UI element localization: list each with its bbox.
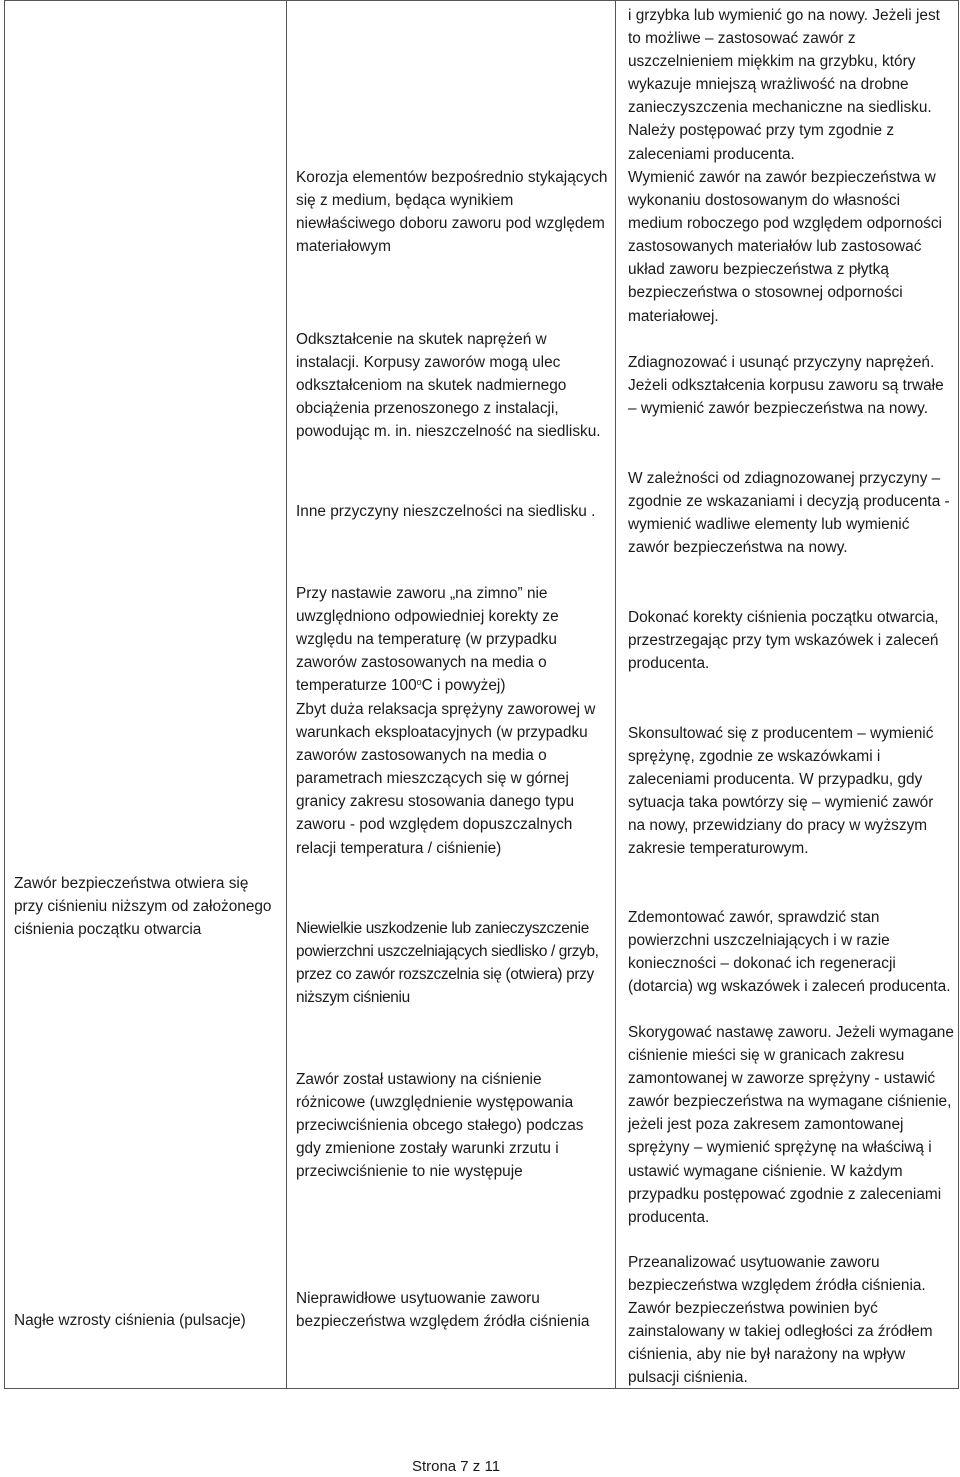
cause-text: Nieprawidłowe usytuowanie zaworu bezpieczeństwa względem źródła ciśnienia	[296, 1290, 590, 1331]
cause-column	[287, 1, 616, 1389]
remedy-column	[616, 1, 959, 1389]
cause-text: Inne przyczyny nieszczelności na siedlisku .	[296, 503, 596, 520]
cause-text: Odkształcenie na skutek naprężeń w instalacji. Korpusy zaworów mogą ulec odkształceniom na skutek nadmiernego obciążenia przenoszonego z instalacji, powodując m. in. nieszczelność na siedlisku.	[296, 331, 601, 441]
remedy-text: W zależności od zdiagnozowanej przyczyny – zgodnie ze wskazaniami i decyzją producenta - wymienić wadliwe elementy lub wymienić zawór bezpieczeństwa na nowy.	[628, 470, 950, 557]
remedy-text: Skonsultować się z producentem – wymienić sprężynę, zgodnie ze wskazówkami i zaleceniami producenta. W przypadku, gdy sytuacja taka powtórzy się – wymienić zawór na nowy, przewidziany do pracy w wyższym zakresie temperaturowym.	[628, 725, 934, 858]
cause-text: Korozja elementów bezpośrednio stykających się z medium, będąca wynikiem niewłaściwego doboru zaworu pod względem materiałowym	[296, 169, 608, 256]
remedy-text: Zdemontować zawór, sprawdzić stan powierzchni uszczelniających i w razie konieczności – dokonać ich regeneracji (dotarcia) wg wskazówek i zaleceń producenta.	[628, 909, 951, 996]
remedy-text: Przeanalizować usytuowanie zaworu bezpieczeństwa względem źródła ciśnienia. Zawór bezpieczeństwa powinien być zainstalowany w takiej odległości za źródłem ciśnienia, aby nie był narażony na wpływ pulsacji ciśnienia.	[628, 1254, 933, 1387]
cause-text: Zawór został ustawiony na ciśnienie różnicowe (uwzględnienie występowania przeciwciśnienia obcego stałego) podczas gdy zmienione zostały warunki zrzutu i przeciwciśnienie to nie występuje	[296, 1071, 584, 1181]
remedy-text: Skorygować nastawę zaworu. Jeżeli wymagane ciśnienie mieści się w granicach zakresu zamontowanej w zaworze sprężyny - ustawić zawór bezpieczeństwa na wymagane ciśnienie, jeżeli jest poza zakresem zamontowanej sprężyny – wymienić sprężynę na właściwą i ustawić wymagane ciśnienie. W każdym przypadku postępować zgodnie z zaleceniami producenta.	[628, 1024, 954, 1226]
remedy-text: Zdiagnozować i usunąć przyczyny naprężeń. Jeżeli odkształcenia korpusu zaworu są trwałe – wymienić zawór bezpieczeństwa na nowy.	[628, 354, 944, 418]
troubleshooting-table	[4, 0, 959, 1389]
remedy-text: Wymienić zawór na zawór bezpieczeństwa w wykonaniu dostosowanym do własności medium roboczego pod względem odporności zastosowanych materiałów lub zastosować układ zaworu bezpieczeństwa z płytką bezpieczeństwa o stosownej odporności materiałowej.	[628, 169, 942, 325]
problem-column	[5, 1, 287, 1389]
cause-text: Niewielkie uszkodzenie lub zanieczyszczenie powierzchni uszczelniających siedlisko / grzyb, przez co zawór rozszczelnia się (otwiera) przy niższym ciśnieniu	[296, 920, 599, 1007]
problem-text: Nagłe wzrosty ciśnienia (pulsacje)	[14, 1312, 246, 1329]
page-number: Strona 7 z 11	[411, 1458, 501, 1475]
table-row	[5, 1, 959, 1389]
remedy-text: i grzybka lub wymienić go na nowy. Jeżeli jest to możliwe – zastosować zawór z uszczelnieniem miękkim na grzybku, który wykazuje mniejszą wrażliwość na drobne zanieczyszczenia mechaniczne na siedlisku. Należy postępować przy tym zgodnie z zaleceniami producenta.	[628, 7, 940, 163]
problem-text: Zawór bezpieczeństwa otwiera się przy ciśnieniu niższym od założonego ciśnienia początku otwarcia	[14, 875, 272, 939]
cause-text: Przy nastawie zaworu „na zimno” nie uwzględniono odpowiedniej korekty ze względu na temperaturę (w przypadku zaworów zastosowanych na media o temperaturze 100$^o$C i powyżej)	[296, 585, 559, 695]
remedy-text: Dokonać korekty ciśnienia początku otwarcia, przestrzegając przy tym wskazówek i zaleceń producenta.	[628, 609, 939, 673]
cause-text: Zbyt duża relaksacja sprężyny zaworowej w warunkach eksploatacyjnych (w przypadku zaworów zastosowanych na media o parametrach mieszczących się w górnej granicy zakresu stosowania danego typu zaworu - pod względem dopuszczalnych relacji temperatura / ciśnienie)	[296, 701, 596, 857]
